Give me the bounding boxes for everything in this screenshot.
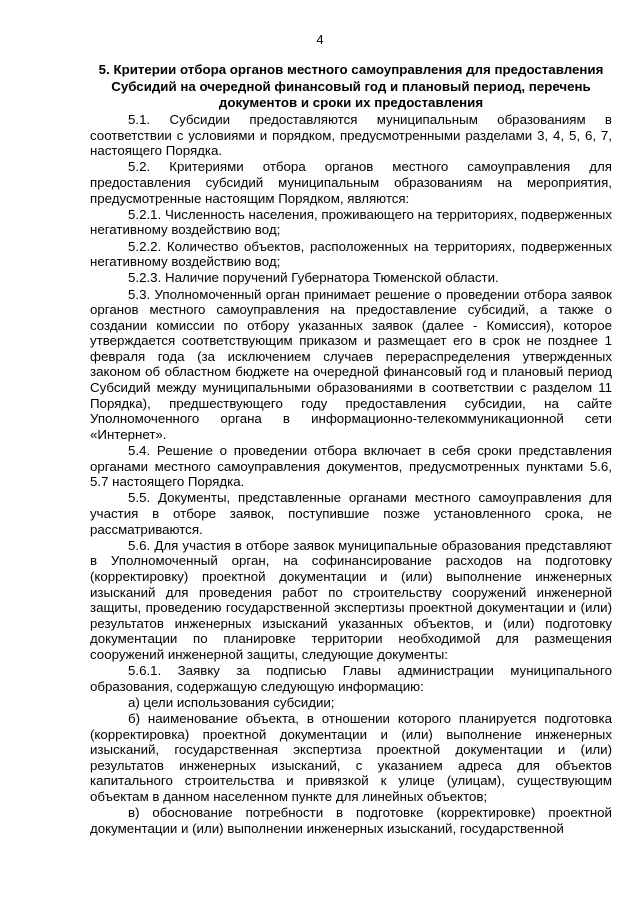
- paragraph: 5.6.1. Заявку за подписью Главы администрации муниципального образования, содержащую следующую информацию:: [90, 663, 612, 694]
- list-item: б) наименование объекта, в отношении которого планируется подготовка (корректировка) проектной документации и (или) выполнение инженерных изысканий, государственная экспертиза проектной документации и (или) результатов инженерных изысканий, с указанием адреса для объектов капитального строительства и привязкой к улице (улицам), существующим объектам в данном населенном пункте для линейных объектов;: [90, 711, 612, 805]
- paragraph: 5.3. Уполномоченный орган принимает решение о проведении отбора заявок органов местного самоуправления на предоставление субсидий, а также о создании комиссии по отбору указанных заявок (далее - Комиссия), которое утверждается соответствующим приказом и размещает его в срок не позднее 1 февраля года (за исключением случаев перераспределения утвержденных законом об областном бюджете на очередной финансовый год и плановый период Субсидий между муниципальными образованиями в соответствии с разделом 11 Порядка), предшествующего году предоставления субсидии, на сайте Уполномоченного органа в информационно-телекоммуникационной сети «Интернет».: [90, 286, 612, 442]
- paragraph: 5.4. Решение о проведении отбора включает в себя сроки представления органами местного самоуправления документов, предусмотренных пунктами 5.6, 5.7 настоящего Порядка.: [90, 443, 612, 490]
- paragraph: 5.2.1. Численность населения, проживающего на территориях, подверженных негативному воздействию вод;: [90, 206, 612, 238]
- list-item: а) цели использования субсидии;: [128, 694, 335, 710]
- paragraph: 5.6. Для участия в отборе заявок муниципальные образования представляют в Уполномоченный орган, на софинансирование расходов на подготовку (корректировку) проектной документации и (или) выполнение инженерных изысканий для проведения работ по строительству сооружений инженерной защиты, проведению государственной экспертизы проектной документации и (или) результатов инженерных изысканий указанных объектов, и (или) подготовку документации по планировке территории необходимой для размещения сооружений инженерной защиты, следующие документы:: [90, 537, 612, 662]
- list-item: в) обоснование потребности в подготовке (корректировке) проектной документации и (или) выполнении инженерных изысканий, государственной: [90, 805, 612, 836]
- paragraph: 5.2.2. Количество объектов, расположенных на территориях, подверженных негативному воздействию вод;: [90, 238, 612, 270]
- paragraph: 5.1. Субсидии предоставляются муниципальным образованиям в соответствии с условиями и порядком, предусмотренными разделами 3, 4, 5, 6, 7, настоящего Порядка.: [90, 112, 612, 159]
- section-heading: [90, 62, 612, 112]
- section-title: 5. Критерии отбора органов местного самоуправления для предоставления Субсидий на очередной финансовый год и плановый период, перечень документов и сроки их предоставления: [98, 62, 604, 111]
- paragraph: 5.5. Документы, представленные органами местного самоуправления для участия в отборе заявок, поступившие позже установленного срока, не рассматриваются.: [90, 490, 612, 537]
- paragraph: 5.2.3. Наличие поручений Губернатора Тюменской области.: [128, 270, 499, 286]
- document-body: [90, 112, 612, 837]
- paragraph: 5.2. Критериями отбора органов местного самоуправления для предоставления субсидий муниципальным образованиям на мероприятия, предусмотренные настоящим Порядком, являются:: [90, 159, 612, 206]
- page-number: 4: [316, 32, 324, 47]
